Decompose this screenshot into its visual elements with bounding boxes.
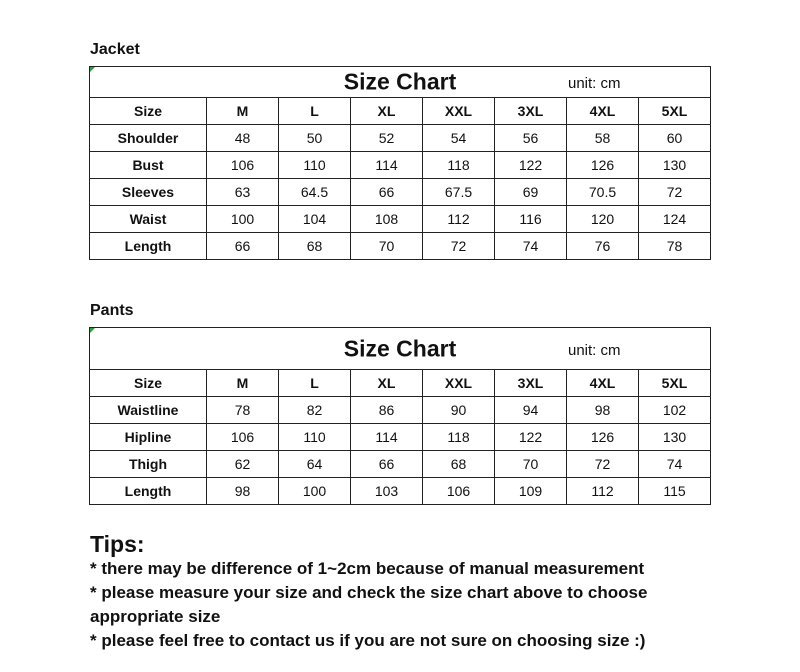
measurement-value: 103: [351, 478, 423, 505]
measurement-value: 58: [567, 125, 639, 152]
measurement-value: 122: [495, 152, 567, 179]
jacket-header-row: [90, 67, 711, 98]
size-column-header: 3XL: [495, 98, 567, 125]
measurement-value: 70.5: [567, 179, 639, 206]
measurement-value: 72: [567, 451, 639, 478]
size-column-header: M: [207, 98, 279, 125]
pants-chart-title: Size Chart: [343, 335, 457, 361]
size-column-header: 3XL: [495, 370, 567, 397]
measurement-value: 72: [639, 179, 711, 206]
measurement-value: 60: [639, 125, 711, 152]
measurement-value: 50: [279, 125, 351, 152]
measurement-value: 109: [495, 478, 567, 505]
corner-mark: [90, 328, 95, 333]
measurement-label: Hipline: [90, 424, 207, 451]
measurement-row: [90, 206, 711, 233]
tip-line: * please measure your size and check the size chart above to choose: [90, 583, 648, 602]
pants-table-body: [90, 328, 711, 505]
tip-line: appropriate size: [90, 607, 221, 626]
measurement-value: 106: [423, 478, 495, 505]
pants-chart-unit: unit: cm: [568, 341, 621, 359]
measurement-value: 106: [207, 424, 279, 451]
pants-section-title: Pants: [90, 302, 134, 319]
measurement-value: 54: [423, 125, 495, 152]
size-column-header: M: [207, 370, 279, 397]
measurement-value: 74: [639, 451, 711, 478]
measurement-value: 112: [423, 206, 495, 233]
size-column-header: XL: [351, 370, 423, 397]
measurement-value: 115: [639, 478, 711, 505]
measurement-value: 52: [351, 125, 423, 152]
measurement-value: 68: [279, 233, 351, 260]
size-column-header: L: [279, 98, 351, 125]
measurement-value: 110: [279, 152, 351, 179]
jacket-size-chart: [89, 66, 711, 260]
measurement-value: 70: [351, 233, 423, 260]
measurement-value: 106: [207, 152, 279, 179]
measurement-row: [90, 424, 711, 451]
tips-block: [90, 531, 780, 653]
measurement-row: [90, 451, 711, 478]
measurement-value: 67.5: [423, 179, 495, 206]
measurement-value: 64: [279, 451, 351, 478]
jacket-size-row: [90, 98, 711, 125]
measurement-label: Waistline: [90, 397, 207, 424]
pants-chart-header: [90, 328, 711, 370]
measurement-row: [90, 152, 711, 179]
measurement-value: 100: [207, 206, 279, 233]
measurement-value: 70: [495, 451, 567, 478]
pants-size-row: [90, 370, 711, 397]
measurement-value: 86: [351, 397, 423, 424]
measurement-value: 62: [207, 451, 279, 478]
measurement-value: 56: [495, 125, 567, 152]
pants-size-chart: [89, 327, 711, 505]
measurement-value: 72: [423, 233, 495, 260]
size-column-header: 5XL: [639, 370, 711, 397]
measurement-label: Length: [90, 233, 207, 260]
measurement-row: [90, 397, 711, 424]
size-label: Size: [90, 98, 207, 125]
measurement-value: 122: [495, 424, 567, 451]
measurement-value: 104: [279, 206, 351, 233]
measurement-value: 98: [207, 478, 279, 505]
size-column-header: XL: [351, 98, 423, 125]
measurement-row: [90, 478, 711, 505]
size-column-header: 4XL: [567, 98, 639, 125]
pants-header-row: [90, 328, 711, 370]
measurement-value: 98: [567, 397, 639, 424]
measurement-value: 114: [351, 424, 423, 451]
measurement-label: Thigh: [90, 451, 207, 478]
measurement-label: Length: [90, 478, 207, 505]
size-column-header: 4XL: [567, 370, 639, 397]
measurement-value: 68: [423, 451, 495, 478]
size-column-header: XXL: [423, 370, 495, 397]
measurement-value: 110: [279, 424, 351, 451]
measurement-row: [90, 233, 711, 260]
measurement-row: [90, 179, 711, 206]
measurement-value: 76: [567, 233, 639, 260]
measurement-value: 112: [567, 478, 639, 505]
measurement-value: 102: [639, 397, 711, 424]
measurement-value: 130: [639, 152, 711, 179]
tip-line: * please feel free to contact us if you are not sure on choosing size :): [90, 631, 646, 650]
measurement-value: 48: [207, 125, 279, 152]
jacket-table-body: [90, 67, 711, 260]
jacket-chart-title: Size Chart: [343, 68, 457, 95]
measurement-value: 74: [495, 233, 567, 260]
measurement-value: 114: [351, 152, 423, 179]
measurement-value: 94: [495, 397, 567, 424]
measurement-row: [90, 125, 711, 152]
measurement-value: 120: [567, 206, 639, 233]
measurement-value: 130: [639, 424, 711, 451]
measurement-value: 126: [567, 152, 639, 179]
measurement-value: 66: [351, 179, 423, 206]
measurement-value: 126: [567, 424, 639, 451]
tip-line: * there may be difference of 1~2cm because of manual measurement: [90, 559, 645, 578]
measurement-value: 116: [495, 206, 567, 233]
measurement-value: 78: [639, 233, 711, 260]
measurement-value: 69: [495, 179, 567, 206]
size-label: Size: [90, 370, 207, 397]
size-column-header: 5XL: [639, 98, 711, 125]
measurement-value: 90: [423, 397, 495, 424]
tips-title: Tips:: [90, 531, 145, 557]
measurement-value: 66: [351, 451, 423, 478]
measurement-value: 66: [207, 233, 279, 260]
measurement-label: Sleeves: [90, 179, 207, 206]
measurement-label: Waist: [90, 206, 207, 233]
measurement-value: 118: [423, 152, 495, 179]
measurement-value: 63: [207, 179, 279, 206]
measurement-label: Shoulder: [90, 125, 207, 152]
size-column-header: L: [279, 370, 351, 397]
measurement-value: 82: [279, 397, 351, 424]
measurement-value: 118: [423, 424, 495, 451]
measurement-value: 108: [351, 206, 423, 233]
measurement-label: Bust: [90, 152, 207, 179]
measurement-value: 100: [279, 478, 351, 505]
jacket-section-title: Jacket: [90, 41, 140, 58]
measurement-value: 64.5: [279, 179, 351, 206]
jacket-chart-header: [90, 67, 711, 98]
measurement-value: 124: [639, 206, 711, 233]
size-column-header: XXL: [423, 98, 495, 125]
measurement-value: 78: [207, 397, 279, 424]
jacket-chart-unit: unit: cm: [568, 74, 621, 92]
